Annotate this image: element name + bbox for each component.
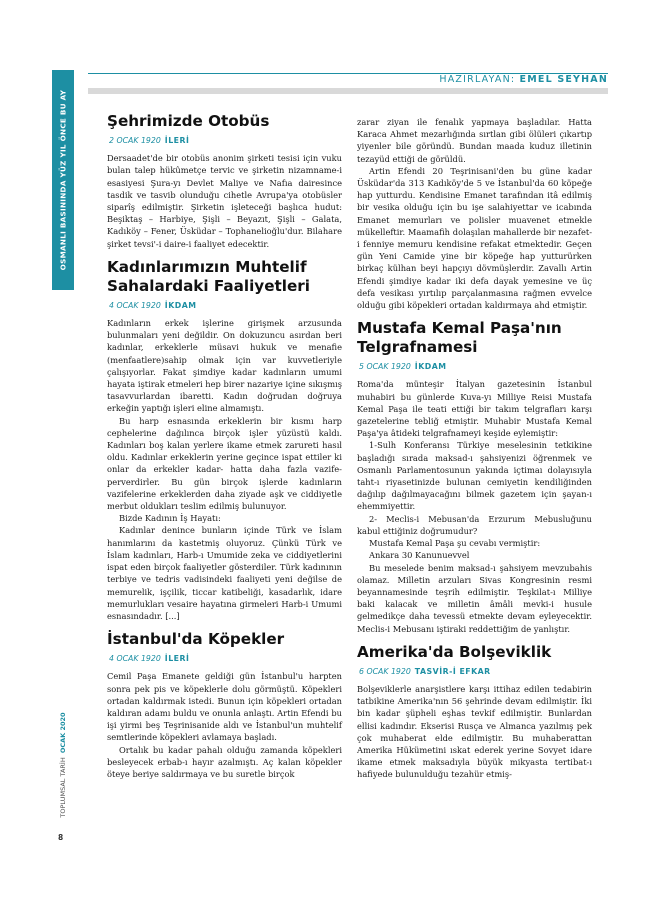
article-title: Amerika'da Bolşeviklik — [357, 642, 552, 661]
paragraph: Bu harp esnasında erkeklerin bir kısmı harp cephelerine dağılınca birçok işler yüzüstü kaldı. Kadınları boş kalan yerlere ikame etmek zarureti hasıl oldu. Kadınlar erkeklerin yerine geçince ispat ettiler ki onlar da erkekler kadar- hatta daha fazla vazife-perverdirler. Bu gün birçok işlerde kadınların vazifelerine erkeklerden daha ziyade aşk ve ciddiyetle merbut oldukları teslim edilmiş bulunuyor. — [107, 415, 342, 512]
paragraph: Cemil Paşa Emanete geldiği gün İstanbul'u harpten sonra pek pis ve köpeklerle dolu görmüştü. Köpekleri ortadan kaldırmak istedi. Bunun için köpekleri ortadan kaldıran adamı buldu ve onunla anlaştı. Artin Efendi bu işi yirmi beş Teşrinisanide aldı ve İstanbul'un muhtelif semtlerinde köpekleri avlamaya başladı. — [107, 671, 342, 743]
article-date: 5 OCAK 1920 — [359, 362, 411, 372]
article-kopekler — [107, 630, 342, 780]
article-kadinlar — [107, 258, 342, 622]
article-source: TASVİR-İ EFKAR — [414, 666, 491, 676]
article-date: 6 OCAK 1920 — [359, 666, 411, 676]
paragraph: Roma'da münteşir İtalyan gazetesinin İstanbul muhabiri bu günlerde Kuva-yı Milliye Reisi Mustafa Kemal Paşa ile teati ettiği bir takım telgrafları karşı gazetelerine tebliğ etmiştir. Muhabir Mustafa Kemal Paşa'ya âtideki telgrafnameyi keşide eylemiştir: — [357, 379, 592, 439]
paragraph: Ortalık bu kadar pahalı olduğu zamanda köpekleri besleyecek erbab-ı hayır azalmıştı. Aç kalan köpekler öteye beriye saldırmaya ve bu suretle birçok — [107, 744, 342, 779]
article-source: İLERİ — [164, 136, 190, 145]
article-meta — [357, 666, 592, 678]
header-bar — [88, 88, 608, 94]
paragraph: Bu meselede benim maksad-ı şahsiyem mevzubahis olamaz. Milletin arzuları Sivas Kongresinin resmi beyannamesinde teşrih edilmiştir. Teşkilat-ı Milliye baki kalacak ve milletin âmâli mevki-i husule gelmedikçe daha tevessü etmekte devam eyleyecektir. Meclis-i Mebusanı iştiraki reddettiğim de yanlıştır. — [357, 562, 592, 634]
article-telgrafname — [357, 319, 592, 634]
paragraph: Kadınların erkek işlerine girişmek arzusunda bulunmaları yeni değildir. On dokuzuncu asırdan beri kadınlar, erkeklerle müsavi hukuk ve menafie (menfaatlere)sahip olmak için var kuvvetleriyle çalışıyorlar. Fakat şimdiye kadar kadınların umumi hayata iştirak etmeleri hep birer nazariye içine sıkışmış tasavvurlardan ibaretti. Kadın doğrudan doğruya erkeğin yaptığı işleri eline almamıştı. — [107, 318, 342, 414]
paragraph: zarar ziyan ile fenalık yapmaya başladılar. Hatta Karaca Ahmet mezarlığında sırtlan gibi ölüleri çıkartıp yiyenler bile göründü. Bundan maada kuduz illetinin tezayüd ettiği de görüldü. — [357, 117, 592, 164]
article-source: İLERİ — [164, 654, 190, 664]
article-date: 4 OCAK 1920 — [109, 654, 161, 664]
article-meta — [107, 300, 342, 312]
article-otobus — [107, 112, 342, 250]
sidebar-band — [52, 70, 74, 290]
paragraph: Artin Efendi 20 Teşrinisani'den bu güne kadar Üsküdar'da 313 Kadıköy'de 5 ve İstanbul'da 60 köpeğe hap yutturdu. Kendisine Emanet tarafından itâ edilmiş bir vesika olduğu için bu işe salahiyettar ve icabında Emanet memurları ve polisler muavenet etmekle mükelleftir. Maamafih dolaşılan mahallerde bir nezafet-i fenniye memuru kendisine refakat etmektedir. Geçen gün Yeni Camide yine bir köpeğe hap yutturürken birkaç külhan beyi hapçıyı dövmüşlerdir. Zavallı Artin Efendi şimdiye kadar iki defa dayak yemesine ve üç defa vesikası yırtılıp parçalanmasına rağmen evvelce olduğu gibi köpekleri ortadan kaldırmaya ahd etmiştir. — [357, 165, 592, 311]
article-title: Kadınlarımızın Muhtelif Sahalardaki Faaliyetleri — [107, 257, 310, 295]
paragraph: Kadınlar denince bunların içinde Türk ve İslam hanımlarını da kastetmiş oluyoruz. Çünkü Türk ve İslam kadınları, Harb-ı Umumide zeka ve ciddiyetlerini ispat eden birçok faaliyetler gösterdiler. Türk kadınının terbiye ve tedris vadisindeki faaliyeti yeni değilse de memurelik, işçilik, ticcar katibeliği, kasadarlık, idare memurlukları vesaire hayatına girmeleri Harb-i Umumi esnasındadır. [...] — [107, 525, 342, 621]
article-meta — [107, 653, 342, 665]
article-date: 2 OCAK 1920 — [109, 136, 161, 145]
right-column — [357, 116, 592, 781]
left-column — [107, 112, 342, 780]
article-title: Şehrimizde Otobüs — [107, 112, 270, 130]
header-author: EMEL SEYHAN — [519, 74, 608, 85]
paragraph: Ankara 30 Kanunuevvel — [369, 550, 470, 561]
article-date: 4 OCAK 1920 — [109, 300, 161, 310]
side-footer — [52, 650, 74, 880]
page-number: 8 — [58, 833, 64, 842]
article-title: İstanbul'da Köpekler — [107, 630, 285, 649]
article-meta — [357, 361, 592, 373]
sidebar-vertical-title: OSMANLI BASININDA YÜZ YIL ÖNCE BU AY — [58, 89, 68, 271]
paragraph: Bolşeviklerle anarşistlere karşı ittihaz edilen tedabirin tatbikine Amerika'nın 56 şehrinde devam edilmiştir. İki bin kadar şüpheli eşhas tevkif edilmiştir. Bunlardan ellisi kadındır. Ekserisi Rusça ve Almanca yazılmış pek çok muhaberat elde edilmiştir. Bu muhaberattan Amerika Hükümetini ıskat ederek yerine Sovyet idare ikame etmek maksadıyla büyük mikyasta tertibat-ı hafiyede bulunulduğu tezahür etmiş- — [357, 683, 592, 780]
subheading: Bizde Kadının İş Hayatı: — [119, 513, 221, 524]
issue-date: OCAK 2020 — [59, 712, 67, 754]
paragraph: Mustafa Kemal Paşa şu cevabı vermiştir: — [369, 538, 541, 549]
paragraph: 1-Sulh Konferansı Türkiye meselesinin tetkikine başladığı sırada maksad-ı şahsiyenizi öğrenmek ve Osmanlı Parlamentosunun yakında içtimaı dolayısıyla taht-ı riyasetinizde bulunan cemiyetin kendiliğinden dağılıp dağılmayacağını bilmek gazetem için şayan-ı ehemmiyettir. — [357, 440, 592, 512]
header-prefix: HAZIRLAYAN: — [439, 74, 516, 85]
paragraph: 2- Meclis-i Mebusan'da Erzurum Mebusluğunu kabul ettiğiniz doğrumudur? — [357, 513, 592, 536]
article-title: Mustafa Kemal Paşa'nın Telgrafnamesi — [357, 319, 562, 357]
page-header — [439, 74, 608, 85]
paragraph: Dersaadet'de bir otobüs anonim şirketi tesisi için vuku bulan talep hükûmetçe tervic ve şirketin nizamname-i esasiyesi Şura-yı Devlet Maliye ve Nafıa dairesince tasdik ve tasvib olunduğu cihetle Avrupa'ya otobüsler siparîş edilmiştir. Şirketin işleteceği başlıca hudut: Beşiktaş – Harbiye, Şişli – Beyazıt, Şişli – Galata, Kadıköy – Fener, Üsküdar – Tophanelioğlu'dur. Bilahare şirket tevsi'-i daire-i faaliyet edecektir. — [107, 153, 342, 249]
journal-name: TOPLUMSAL TARİH — [59, 757, 67, 818]
article-source: İKDAM — [414, 362, 447, 372]
article-bolseviklik — [357, 643, 592, 781]
article-meta — [107, 135, 342, 147]
article-source: İKDAM — [164, 300, 197, 310]
